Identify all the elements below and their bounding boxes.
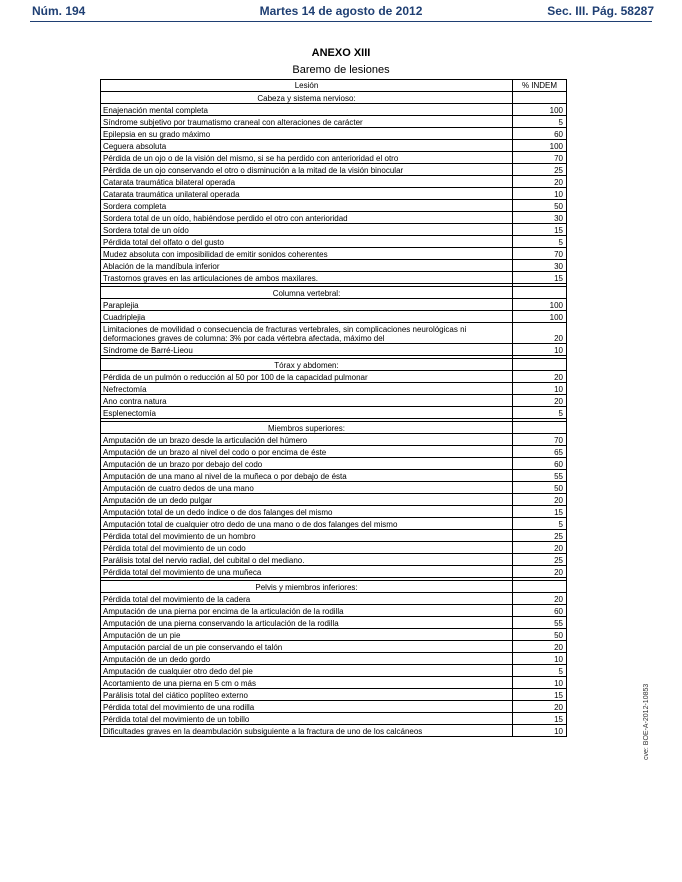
- lesion-label: Dificultades graves en la deambulación subsiguiente a la fractura de uno de los calcáneos: [101, 725, 513, 737]
- lesion-label: Ceguera absoluta: [101, 140, 513, 152]
- table-row: [101, 701, 567, 713]
- header-rule: [30, 21, 652, 22]
- indem-value: 10: [513, 344, 567, 356]
- lesion-label: Cuadriplejia: [101, 311, 513, 323]
- lesion-label: Pérdida total del movimiento de un tobillo: [101, 713, 513, 725]
- lesion-label: Epilepsia en su grado máximo: [101, 128, 513, 140]
- publication-date: Martes 14 de agosto de 2012: [259, 4, 423, 18]
- indem-value: 10: [513, 383, 567, 395]
- table-row: [101, 458, 567, 470]
- indem-value: 70: [513, 434, 567, 446]
- indem-value: 20: [513, 371, 567, 383]
- lesion-label: Pérdida de un pulmón o reducción al 50 por 100 de la capacidad pulmonar: [101, 371, 513, 383]
- lesion-label: Ano contra natura: [101, 395, 513, 407]
- annex-subtitle: Baremo de lesiones: [292, 64, 390, 76]
- table-row: [101, 200, 567, 212]
- lesion-label: Amputación de un dedo pulgar: [101, 494, 513, 506]
- table-row: [101, 677, 567, 689]
- table-row: [101, 236, 567, 248]
- indem-value: 15: [513, 713, 567, 725]
- col-header-lesion: Lesión: [101, 80, 513, 92]
- indem-value: 5: [513, 116, 567, 128]
- indem-value: 5: [513, 407, 567, 419]
- table-row: [101, 689, 567, 701]
- indem-value: 70: [513, 248, 567, 260]
- indem-value: 5: [513, 518, 567, 530]
- table-row: [101, 116, 567, 128]
- lesion-label: Catarata traumática bilateral operada: [101, 176, 513, 188]
- annex-title: ANEXO XIII: [311, 47, 371, 59]
- indem-value: 10: [513, 725, 567, 737]
- lesion-label: Catarata traumática unilateral operada: [101, 188, 513, 200]
- indem-value: 20: [513, 701, 567, 713]
- indem-value: 25: [513, 530, 567, 542]
- lesion-label: Síndrome de Barré-Lieou: [101, 344, 513, 356]
- indem-value: 5: [513, 236, 567, 248]
- table-row: [101, 395, 567, 407]
- lesion-label: Amputación de cuatro dedos de una mano: [101, 482, 513, 494]
- indem-value: 20: [513, 641, 567, 653]
- table-row: [101, 482, 567, 494]
- lesion-label: Pérdida de un ojo o de la visión del mismo, si se ha perdido con anterioridad el otro: [101, 152, 513, 164]
- table-row: [101, 494, 567, 506]
- lesion-label: Amputación de un brazo por debajo del codo: [101, 458, 513, 470]
- table-row: [101, 665, 567, 677]
- table-row: [101, 605, 567, 617]
- lesion-label: Amputación de un brazo al nivel del codo o por encima de éste: [101, 446, 513, 458]
- section-heading: Columna vertebral:: [101, 287, 513, 299]
- indem-value: 30: [513, 260, 567, 272]
- table-row: [101, 530, 567, 542]
- lesion-label: Pérdida total del olfato o del gusto: [101, 236, 513, 248]
- section-heading-blank: [513, 359, 567, 371]
- indem-value: 100: [513, 104, 567, 116]
- table-row: [101, 104, 567, 116]
- lesion-label: Pérdida total del movimiento de una muñeca: [101, 566, 513, 578]
- lesion-label: Limitaciones de movilidad o consecuencia de fracturas vertebrales, sin complicaciones neurológicas ni deformaciones graves de columna: 3% por cada vértebra afectada, máximo del: [101, 323, 513, 344]
- lesion-label: Amputación total de un dedo índice o de dos falanges del mismo: [101, 506, 513, 518]
- table-row: [101, 713, 567, 725]
- section-row: [101, 359, 567, 371]
- lesion-label: Parálisis total del ciático poplíteo externo: [101, 689, 513, 701]
- table-row: [101, 323, 567, 344]
- indem-value: 60: [513, 458, 567, 470]
- indem-value: 100: [513, 140, 567, 152]
- section-heading-blank: [513, 581, 567, 593]
- lesion-label: Sordera completa: [101, 200, 513, 212]
- table-row: [101, 152, 567, 164]
- lesion-label: Amputación de cualquier otro dedo del pie: [101, 665, 513, 677]
- indem-value: 70: [513, 152, 567, 164]
- section-heading-blank: [513, 92, 567, 104]
- lesion-label: Nefrectomía: [101, 383, 513, 395]
- section-row: [101, 287, 567, 299]
- document-code: cve: BOE-A-2012-10853: [643, 683, 650, 760]
- indem-value: 20: [513, 395, 567, 407]
- section-heading-blank: [513, 287, 567, 299]
- lesion-label: Paraplejia: [101, 299, 513, 311]
- indem-value: 10: [513, 188, 567, 200]
- lesion-table: [100, 79, 567, 737]
- indem-value: 10: [513, 653, 567, 665]
- table-row: [101, 725, 567, 737]
- table-row: [101, 176, 567, 188]
- table-row: [101, 446, 567, 458]
- lesion-label: Ablación de la mandíbula inferior: [101, 260, 513, 272]
- indem-value: 60: [513, 605, 567, 617]
- lesion-label: Sordera total de un oído, habiéndose perdido el otro con anterioridad: [101, 212, 513, 224]
- table-row: [101, 434, 567, 446]
- section-heading: Cabeza y sistema nervioso:: [101, 92, 513, 104]
- lesion-label: Síndrome subjetivo por traumatismo craneal con alteraciones de carácter: [101, 116, 513, 128]
- table-row: [101, 371, 567, 383]
- table-row: [101, 518, 567, 530]
- table-row: [101, 554, 567, 566]
- table-row: [101, 566, 567, 578]
- indem-value: 20: [513, 494, 567, 506]
- indem-value: 55: [513, 470, 567, 482]
- lesion-label: Pérdida total del movimiento de un hombro: [101, 530, 513, 542]
- section-row: [101, 92, 567, 104]
- indem-value: 15: [513, 224, 567, 236]
- indem-value: 5: [513, 665, 567, 677]
- indem-value: 55: [513, 617, 567, 629]
- indem-value: 50: [513, 482, 567, 494]
- indem-value: 15: [513, 272, 567, 284]
- indem-value: 20: [513, 542, 567, 554]
- lesion-label: Amputación de un brazo desde la articulación del húmero: [101, 434, 513, 446]
- lesion-table-body: [101, 80, 567, 737]
- table-row: [101, 248, 567, 260]
- indem-value: 15: [513, 689, 567, 701]
- lesion-label: Enajenación mental completa: [101, 104, 513, 116]
- indem-value: 50: [513, 200, 567, 212]
- table-row: [101, 311, 567, 323]
- indem-value: 30: [513, 212, 567, 224]
- section-row: [101, 581, 567, 593]
- section-heading: Pelvis y miembros inferiores:: [101, 581, 513, 593]
- table-row: [101, 344, 567, 356]
- section-page: Sec. III. Pág. 58287: [547, 4, 654, 18]
- indem-value: 20: [513, 323, 567, 344]
- lesion-label: Acortamiento de una pierna en 5 cm o más: [101, 677, 513, 689]
- indem-value: 50: [513, 629, 567, 641]
- indem-value: 100: [513, 311, 567, 323]
- indem-value: 10: [513, 677, 567, 689]
- indem-value: 20: [513, 593, 567, 605]
- table-row: [101, 299, 567, 311]
- section-heading-blank: [513, 422, 567, 434]
- col-header-pct: % INDEM: [513, 80, 567, 92]
- lesion-label: Trastornos graves en las articulaciones de ambos maxilares.: [101, 272, 513, 284]
- table-row: [101, 470, 567, 482]
- table-row: [101, 140, 567, 152]
- lesion-label: Pérdida de un ojo conservando el otro o disminución a la mitad de la visión binocular: [101, 164, 513, 176]
- lesion-label: Amputación de una pierna por encima de la articulación de la rodilla: [101, 605, 513, 617]
- table-row: [101, 407, 567, 419]
- lesion-label: Amputación parcial de un pie conservando el talón: [101, 641, 513, 653]
- table-row: [101, 260, 567, 272]
- lesion-label: Pérdida total del movimiento de un codo: [101, 542, 513, 554]
- lesion-label: Amputación total de cualquier otro dedo de una mano o de dos falanges del mismo: [101, 518, 513, 530]
- table-header-row: [101, 80, 567, 92]
- lesion-label: Mudez absoluta con imposibilidad de emitir sonidos coherentes: [101, 248, 513, 260]
- lesion-label: Esplenectomía: [101, 407, 513, 419]
- indem-value: 25: [513, 164, 567, 176]
- indem-value: 15: [513, 506, 567, 518]
- table-row: [101, 212, 567, 224]
- table-row: [101, 629, 567, 641]
- indem-value: 60: [513, 128, 567, 140]
- indem-value: 25: [513, 554, 567, 566]
- table-row: [101, 224, 567, 236]
- indem-value: 65: [513, 446, 567, 458]
- indem-value: 20: [513, 566, 567, 578]
- lesion-label: Amputación de un pie: [101, 629, 513, 641]
- section-row: [101, 422, 567, 434]
- table-row: [101, 188, 567, 200]
- table-row: [101, 542, 567, 554]
- lesion-label: Amputación de una pierna conservando la articulación de la rodilla: [101, 617, 513, 629]
- lesion-label: Pérdida total del movimiento de la cadera: [101, 593, 513, 605]
- section-heading: Tórax y abdomen:: [101, 359, 513, 371]
- section-heading: Miembros superiores:: [101, 422, 513, 434]
- indem-value: 20: [513, 176, 567, 188]
- lesion-label: Pérdida total del movimiento de una rodilla: [101, 701, 513, 713]
- lesion-label: Amputación de una mano al nivel de la muñeca o por debajo de ésta: [101, 470, 513, 482]
- lesion-label: Amputación de un dedo gordo: [101, 653, 513, 665]
- table-row: [101, 506, 567, 518]
- table-row: [101, 641, 567, 653]
- table-row: [101, 164, 567, 176]
- table-row: [101, 128, 567, 140]
- table-row: [101, 272, 567, 284]
- table-row: [101, 383, 567, 395]
- table-row: [101, 593, 567, 605]
- lesion-label: Sordera total de un oído: [101, 224, 513, 236]
- table-row: [101, 653, 567, 665]
- issue-number: Núm. 194: [32, 4, 86, 18]
- table-row: [101, 617, 567, 629]
- lesion-label: Parálisis total del nervio radial, del cubital o del mediano.: [101, 554, 513, 566]
- indem-value: 100: [513, 299, 567, 311]
